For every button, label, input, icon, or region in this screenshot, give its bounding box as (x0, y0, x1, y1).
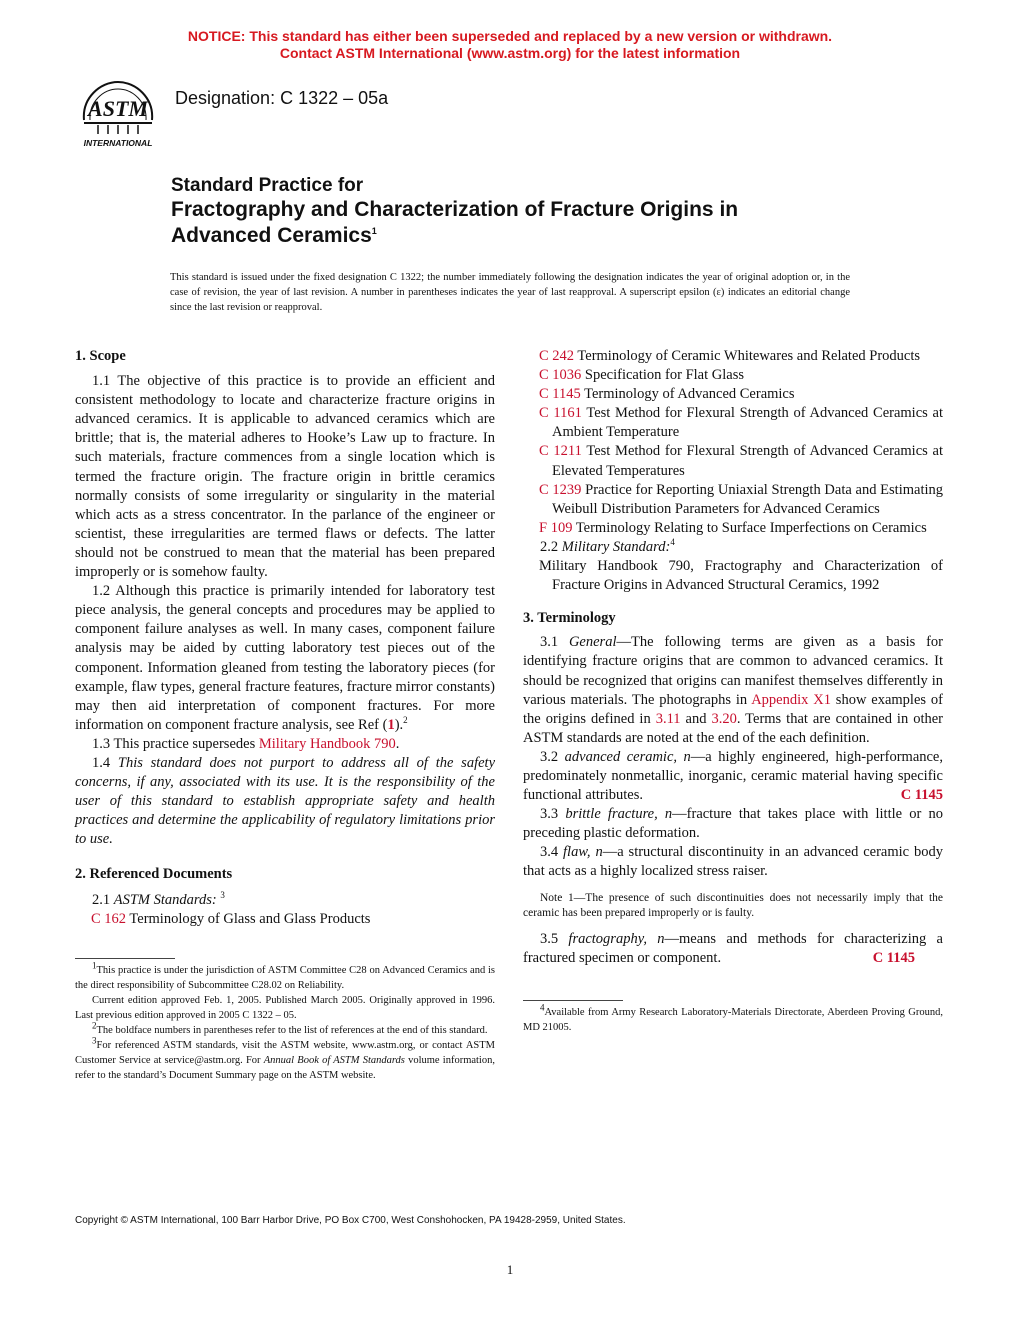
footnote-3-mark: 3 (92, 1035, 97, 1046)
astm-standards-label (75, 891, 495, 910)
title-line-2: Fractography and Characterization of Fracture Origins in (171, 198, 739, 221)
term-3-2-term: advanced ceramic, n (564, 748, 691, 765)
section-heading-scope: 1. Scope (75, 348, 126, 364)
term-3-2-advanced-ceramic (523, 748, 943, 805)
ref-item-c1211 (523, 442, 943, 480)
footnote-3-book-title: Annual Book of ASTM Standards (263, 1054, 405, 1066)
scope-paragraph-1-4 (75, 754, 495, 849)
term-3-1-text-c: and (680, 710, 712, 727)
term-3-1-num: 3.1 (540, 634, 569, 651)
ref-link-c1036[interactable]: C 1036 (539, 367, 582, 384)
ref-text-c162: Terminology of Glass and Glass Products (126, 910, 371, 927)
term-3-1-general (523, 633, 943, 748)
term-3-1-text-a: —The following terms are given as a basis for identifying fracture origins that are common to advanced ceramics. It should be recognized that origins can manifest themselves differently in various materials. The photographs in (523, 634, 944, 708)
scope-1-4-num: 1.4 (92, 754, 118, 771)
ref-text-c1161: Test Method for Flexural Strength of Advanced Ceramics at Ambient Temperature (552, 405, 943, 441)
term-3-2-num: 3.2 (540, 748, 565, 765)
ref-link-c1239[interactable]: C 1239 (539, 481, 582, 498)
term-3-5-source-link[interactable]: C 1145 (872, 949, 915, 966)
footnote-2 (75, 1020, 495, 1038)
term-3-3-num: 3.3 (540, 806, 566, 823)
term-3-5-fractography (523, 930, 943, 968)
ref-text-c1145: Terminology of Advanced Ceramics (580, 386, 795, 403)
footnote-4-text: Available from Army Research Laboratory-Materials Directorate, Aberdeen Proving Ground, MD 21005. (523, 1006, 943, 1033)
document-title (171, 175, 931, 249)
term-3-5-text: —means and methods for characterizing a fractured specimen or component. (523, 930, 943, 966)
ref-item-c1161 (523, 404, 943, 442)
logo-tagline: INTERNATIONAL (83, 138, 153, 148)
scope-paragraph-1-3 (75, 735, 495, 754)
notice-line-1: NOTICE: This standard has either been superseded and replaced by a new version or withdrawn. (187, 28, 833, 44)
term-3-1-text-d: . Terms that are contained in other ASTM standards are noted at the end of the each definition. (523, 710, 943, 746)
page-number: 1 (506, 1262, 514, 1277)
term-3-5-term: fractography, n (568, 930, 665, 947)
military-handbook-link[interactable]: Military Handbook 790 (258, 735, 396, 752)
term-3-3-term: brittle fracture, n (565, 806, 673, 823)
term-3-2-source-link[interactable]: C 1145 (900, 787, 943, 804)
term-3-3-brittle-fracture (523, 805, 943, 843)
term-3-1-text-b: show examples of the origins defined in (523, 691, 943, 727)
section-heading-referenced-documents: 2. Referenced Documents (75, 866, 233, 883)
note-1: Note 1—The presence of such discontinuities does not necessarily imply that the ceramic has been prepared improperly or is faulty. (523, 891, 943, 919)
footnote-3-text-a: For referenced ASTM standards, visit the ASTM website, www.astm.org, or contact ASTM Customer Service at service@astm.org. For (75, 1039, 495, 1066)
term-3-4-num: 3.4 (540, 844, 564, 861)
title-line-1: Standard Practice for (171, 175, 364, 196)
scope-paragraph-1-1: 1.1 The objective of this practice is to provide an efficient and consistent methodology to locate and characterize fracture origins in advanced ceramics. It is applicable to advanced ceramics which are brittle; that is, the material adheres to Hooke’s Law up to fracture. In such materials, fracture commences from a single location which is termed the fracture origin. The fracture origin in brittle ceramics normally consists of some irregularity or singularity in the material which acts as a stress concentrator. In the parlance of the engineer or scientist, these irregularities are termed flaws or defects. The latter should not be construed to mean that the material has been prepared improperly or is somehow faulty. (75, 373, 495, 581)
title-footnote-mark: 1 (371, 226, 377, 236)
ref-item-f109 (523, 519, 943, 538)
ref-item-c162 (75, 910, 495, 929)
astm-standards-num: 2.1 (92, 891, 114, 908)
term-3-1-term: General (568, 634, 617, 651)
scope-paragraph-1-2 (75, 582, 495, 735)
term-3-2-text: —a highly engineered, high-performance, predominately nonmetallic, inorganic, ceramic material having specific functional attributes. (523, 748, 943, 804)
footnote-4-mark: 4 (540, 1002, 545, 1013)
reference-link-1[interactable]: 1 (387, 716, 395, 733)
ref-text-c242: Terminology of Ceramic Whitewares and Related Products (574, 348, 921, 364)
logo-wordmark: ASTM (88, 96, 148, 121)
scope-1-3-end: . (395, 735, 400, 752)
section-heading-terminology: 3. Terminology (523, 610, 616, 627)
ref-text-c1036: Specification for Flat Glass (581, 367, 744, 384)
notice-line-2: Contact ASTM International (www.astm.org) for the latest information (279, 45, 741, 61)
footnote-3-text-b: volume information, refer to the standard’s Document Summary page on the ASTM website. (75, 1054, 495, 1081)
ref-item-c242 (523, 347, 943, 366)
ref-link-c1145[interactable]: C 1145 (539, 386, 581, 403)
term-3-4-text: —a structural discontinuity in an advanced ceramic body that acts as a highly localized stress raiser. (523, 844, 944, 880)
footnote-mark-4: 4 (670, 537, 675, 548)
section-3-20-link[interactable]: 3.20 (711, 710, 737, 727)
ref-item-c1145 (523, 385, 943, 404)
scope-1-2-text: 1.2 Although this practice is primarily intended for laboratory test piece analysis, the general concepts and procedures may be applied to component failure analyses as well. In many cases, component failure analysis may be aided by cutting laboratory test pieces out of the component. Information gleaned from testing the laboratory pieces (for example, flaw types, general fracture features, fracture mirror constants) may then aid interpretation of component fractures. For more information on component fracture analysis, see Ref ( (75, 583, 495, 733)
term-3-4-term: flaw, n (563, 844, 603, 861)
section-3-11-link[interactable]: 3.11 (655, 710, 681, 727)
astm-standards-text: ASTM Standards: (113, 891, 217, 908)
scope-1-3-text: 1.3 This practice supersedes (92, 735, 259, 752)
title-line-3 (171, 223, 931, 249)
ref-link-f109[interactable]: F 109 (539, 519, 573, 536)
footnote-3 (75, 1035, 495, 1083)
footnote-1-edition: Current edition approved Feb. 1, 2005. Published March 2005. Originally approved in 1996. Last previous edition approved in 2005 C 1322 – 05. (75, 994, 495, 1021)
right-column (523, 347, 943, 1035)
ref-item-c1239 (523, 481, 943, 519)
issued-note: This standard is issued under the fixed designation C 1322; the number immediately following the designation indicates the year of original adoption or, in the case of revision, the year of last revision. A number in parentheses indicates the year of last reapproval. A superscript epsilon (ε) indicates an editorial change since the last revision or reapproval. (170, 272, 850, 313)
footnote-2-text: The boldface numbers in parentheses refer to the list of references at the end of this standard. (96, 1024, 488, 1036)
appendix-x1-link[interactable]: Appendix X1 (751, 691, 831, 708)
scope-1-4-text: This standard does not purport to address all of the safety concerns, if any, associated with its use. It is the responsibility of the user of this standard to establish appropriate safety and health practices and determine the applicability of regulatory limitations prior to use. (75, 754, 496, 848)
footnote-2-mark: 2 (92, 1020, 97, 1031)
ref-link-c1161[interactable]: C 1161 (539, 405, 582, 422)
military-standard-num: 2.2 (540, 538, 562, 555)
astm-logo (76, 76, 160, 150)
ref-text-c1239: Practice for Reporting Uniaxial Strength Data and Estimating Weibull Distribution Parameters for Advanced Ceramics (552, 481, 944, 517)
superseded-notice (0, 28, 1020, 62)
footnote-1-text: This practice is under the jurisdiction of ASTM Committee C28 on Advanced Ceramics and is the direct responsibility of Subcommittee C28.02 on Reliability. (75, 964, 495, 991)
ref-text-c1211: Test Method for Flexural Strength of Advanced Ceramics at Elevated Temperatures (552, 443, 943, 479)
term-3-3-text: —fracture that takes place with little or no preceding plastic deformation. (523, 806, 943, 842)
ref-link-c1211[interactable]: C 1211 (539, 443, 582, 460)
designation: Designation: C 1322 – 05a (175, 88, 389, 108)
term-3-4-flaw (523, 843, 943, 881)
footnote-1 (75, 960, 495, 993)
footnote-1-mark: 1 (92, 960, 97, 971)
military-handbook-item: Military Handbook 790, Fractography and Characterization of Fracture Origins in Advanced Structural Ceramics, 1992 (539, 558, 943, 594)
copyright-line: Copyright © ASTM International, 100 Barr Harbor Drive, PO Box C700, West Conshohocken, PA 19428-2959, United States. (75, 1215, 626, 1226)
military-standard-text: Military Standard: (561, 538, 671, 555)
astm-logo-icon (76, 76, 160, 150)
footnote-mark-3: 3 (220, 889, 225, 900)
title-line-3-text: Advanced Ceramics (171, 224, 372, 247)
footnote-4 (523, 1002, 943, 1035)
left-column (75, 347, 495, 1083)
ref-item-c1036 (523, 366, 943, 385)
ref-link-c242[interactable]: C 242 (539, 348, 575, 364)
military-standard-label (523, 538, 943, 557)
ref-text-f109: Terminology Relating to Surface Imperfections on Ceramics (572, 519, 927, 536)
ref-link-c162[interactable]: C 162 (91, 910, 127, 927)
term-3-5-num: 3.5 (540, 930, 569, 947)
scope-1-2-end: ). (394, 716, 404, 733)
footnote-mark-2: 2 (403, 714, 408, 725)
